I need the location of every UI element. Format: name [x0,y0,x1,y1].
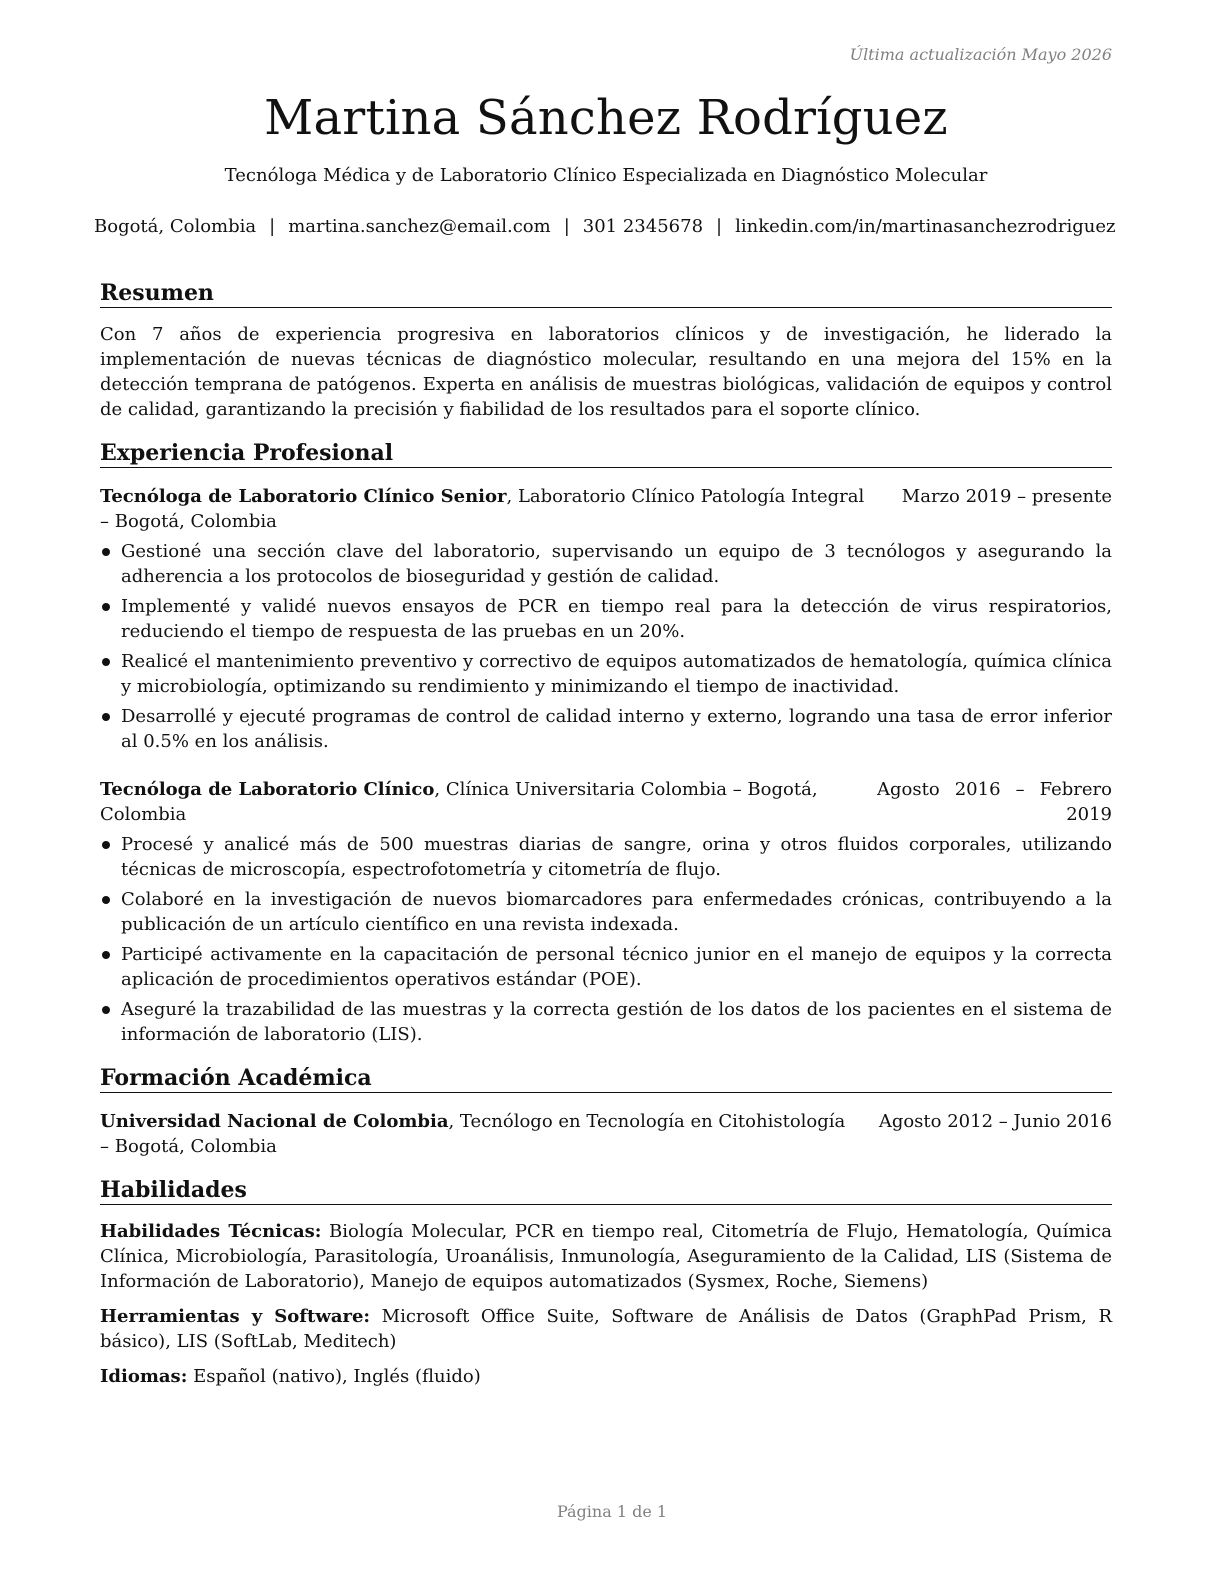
candidate-name: Martina Sánchez Rodríguez [264,90,948,146]
job-entry [100,777,1112,1047]
education-entry [100,1109,1112,1159]
job-entry [100,484,1112,754]
list-item [100,539,1112,589]
skills-section [100,1176,1112,1389]
education-dates: Agosto 2012 – Junio 2016 [878,1111,1112,1132]
education-section [100,1064,1112,1159]
education-school: Universidad Nacional de Colombia [100,1111,449,1132]
skill-label: Idiomas: [100,1366,188,1387]
bullet-icon [102,658,110,666]
skill-label: Herramientas y Software: [100,1306,371,1327]
bullet-icon [102,841,110,849]
list-item [100,942,1112,992]
skill-text: Microsoft Office Suite, Software de Análisis de Datos (GraphPad Prism, R básico), LIS (SoftLab, Meditech) [100,1306,1112,1352]
bullet-icon [102,603,110,611]
bullet-icon [102,713,110,721]
bullet-text: Colaboré en la investigación de nuevos biomarcadores para enfermedades crónicas, contribuyendo a la publicación de un artículo científico en una revista indexada. [121,889,1112,935]
skill-group-technical [100,1219,1112,1294]
skill-text: Español (nativo), Inglés (fluido) [187,1366,481,1387]
bullet-text: Aseguré la trazabilidad de las muestras y la correcta gestión de los datos de los pacientes en el sistema de información de laboratorio (LIS). [121,999,1112,1045]
job-role: Tecnóloga de Laboratorio Clínico Senior [100,486,507,507]
contact-separator: | [563,216,570,237]
skill-group-tools [100,1304,1112,1354]
job-header [100,777,1112,827]
skill-label: Habilidades Técnicas: [100,1221,322,1242]
bullet-text: Gestioné una sección clave del laboratorio, supervisando un equipo de 3 tecnólogos y asegurando la adherencia a los protocolos de bioseguridad y gestión de calidad. [121,541,1112,587]
headline: Tecnóloga Médica y de Laboratorio Clínico Especializada en Diagnóstico Molecular [224,165,988,186]
page-number: Página 1 de 1 [556,1502,668,1521]
contact-line [94,215,1116,239]
section-title-education: Formación Académica [100,1064,1112,1093]
skill-group-languages [100,1364,1112,1389]
bullet-icon [102,951,110,959]
list-item [100,594,1112,644]
list-item [100,704,1112,754]
job-dates: Agosto 2016 – Febrero 2019 [877,779,1112,825]
section-title-summary: Resumen [100,279,1112,308]
contact-phone: 301 2345678 [582,216,704,237]
contact-linkedin[interactable]: linkedin.com/in/martinasanchezrodriguez [735,216,1116,237]
bullet-text: Desarrollé y ejecuté programas de control de calidad interno y externo, logrando una tasa de error inferior al 0.5% en los análisis. [121,706,1112,752]
contact-separator: | [269,216,276,237]
job-bullets [100,832,1112,1047]
section-title-skills: Habilidades [100,1176,1112,1205]
list-item [100,832,1112,882]
experience-section [100,439,1112,1047]
bullet-text: Implementé y validé nuevos ensayos de PCR en tiempo real para la detección de virus respiratorios, reduciendo el tiempo de respuesta de las pruebas en un 20%. [121,596,1112,642]
last-updated: Última actualización Mayo 2026 [849,45,1112,64]
bullet-icon [102,548,110,556]
job-role: Tecnóloga de Laboratorio Clínico [100,779,435,800]
list-item [100,887,1112,937]
job-dates: Marzo 2019 – presente [901,486,1112,507]
list-item [100,649,1112,699]
bullet-text: Realicé el mantenimiento preventivo y correctivo de equipos automatizados de hematología, química clínica y microbiología, optimizando su rendimiento y minimizando el tiempo de inactividad. [121,651,1112,697]
bullet-icon [102,896,110,904]
skill-text: Biología Molecular, PCR en tiempo real, Citometría de Flujo, Hematología, Química Clínica, Microbiología, Parasitología, Uroanálisis, Inmunología, Aseguramiento de la Calidad, LIS (Sistema de Información de Laboratorio), Manejo de equipos automatizados (Sysmex, Roche, Siemens) [100,1221,1112,1292]
job-org: , Laboratorio Clínico Patología Integral – Bogotá, Colombia [100,486,865,532]
education-detail: , Tecnólogo en Tecnología en Citohistología – Bogotá, Colombia [100,1111,846,1157]
list-item [100,997,1112,1047]
summary-section [100,279,1112,422]
contact-location: Bogotá, Colombia [94,216,257,237]
job-org: , Clínica Universitaria Colombia – Bogotá, Colombia [100,779,818,825]
bullet-icon [102,1006,110,1014]
job-bullets [100,539,1112,754]
bullet-text: Procesé y analicé más de 500 muestras diarias de sangre, orina y otros fluidos corporales, utilizando técnicas de microscopía, espectrofotometría y citometría de flujo. [121,834,1112,880]
job-header [100,484,1112,534]
section-title-experience: Experiencia Profesional [100,439,1112,468]
bullet-text: Participé activamente en la capacitación de personal técnico junior en el manejo de equipos y la correcta aplicación de procedimientos operativos estándar (POE). [121,944,1112,990]
summary-text: Con 7 años de experiencia progresiva en laboratorios clínicos y de investigación, he liderado la implementación de nuevas técnicas de diagnóstico molecular, resultando en una mejora del 15% en la detección temprana de patógenos. Experta en análisis de muestras biológicas, validación de equipos y control de calidad, garantizando la precisión y fiabilidad de los resultados para el soporte clínico. [100,324,1112,420]
contact-separator: | [716,216,723,237]
contact-email[interactable]: martina.sanchez@email.com [288,216,551,237]
